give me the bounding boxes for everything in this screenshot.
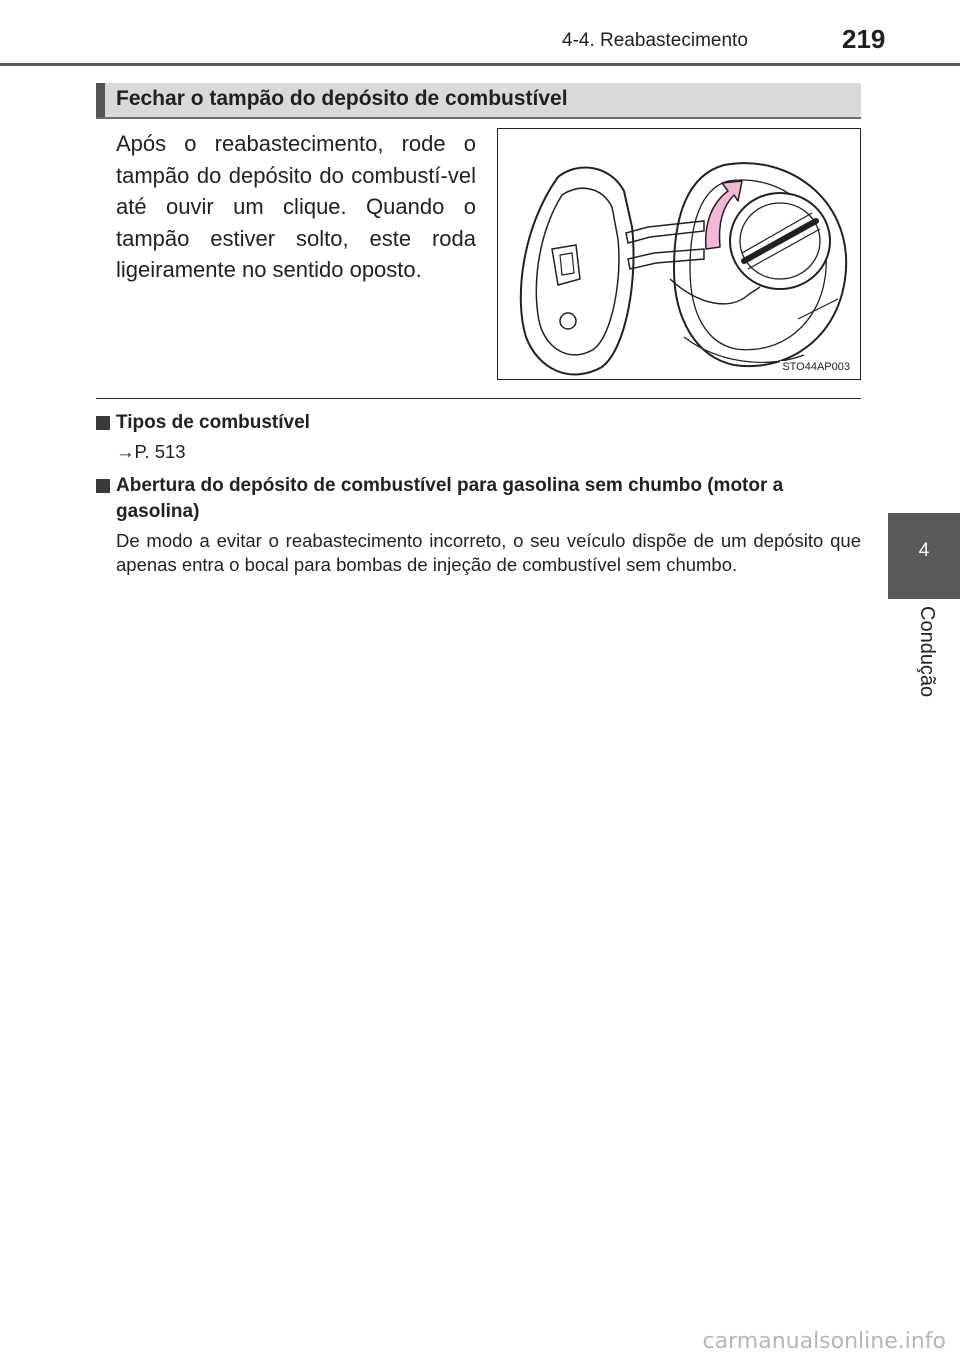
- note-unleaded-filler: [96, 473, 861, 577]
- header-rule: [0, 63, 960, 66]
- note-title: Tipos de combustível: [116, 412, 310, 433]
- note-fuel-types: [96, 410, 861, 464]
- fuel-door-inner: [536, 188, 619, 355]
- fuel-cap-drawing: [498, 129, 860, 379]
- hinge-arm-lower: [628, 249, 704, 269]
- section-title: Fechar o tampão do depósito de combustível: [116, 87, 568, 110]
- note-body: De modo a evitar o reabastecimento incorreto, o seu veículo dispõe de um depósito que apenas entra o bocal para bombas de injeção de combustível sem chumbo.: [116, 530, 861, 575]
- note-title: Abertura do depósito de combustível para gasolina sem chumbo (motor a gasolina): [116, 475, 784, 522]
- square-bullet-icon: [96, 416, 110, 430]
- section-divider: [96, 398, 861, 399]
- chapter-label: Condução: [916, 606, 938, 698]
- fuel-door-latch-detail: [560, 253, 574, 275]
- section-heading-accent: [96, 83, 105, 117]
- square-bullet-icon: [96, 479, 110, 493]
- intro-paragraph: Após o reabastecimento, rode o tampão do depósito do combustí-vel até ouvir um clique. Quando o tampão estiver solto, este roda ligeiramente no sentido oposto.: [116, 131, 476, 282]
- fuel-cap-tether: [670, 279, 760, 304]
- chapter-tab: [888, 513, 960, 599]
- note-heading: [96, 410, 861, 436]
- figure-code: STO44AP003: [782, 361, 850, 373]
- chapter-number: 4: [918, 540, 930, 561]
- section-heading-bar: [96, 83, 861, 119]
- fuel-cap-illustration: [497, 128, 861, 380]
- running-header-section: 4-4. Reabastecimento: [562, 30, 748, 51]
- watermark: carmanualsonline.info: [702, 1329, 946, 1354]
- fuel-door-hole: [560, 313, 576, 329]
- note-heading: [96, 473, 861, 525]
- page-number: 219: [842, 24, 886, 54]
- fuel-door-latch: [552, 245, 580, 285]
- note-reference: →P. 513: [116, 441, 186, 462]
